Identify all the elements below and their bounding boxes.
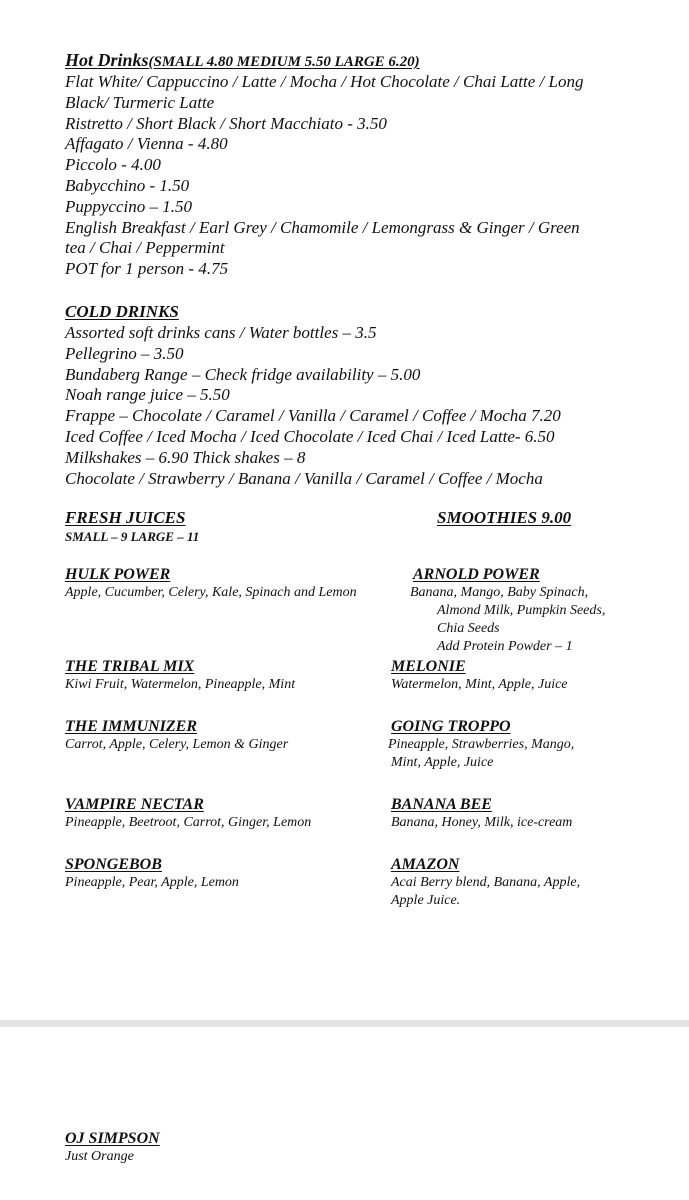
juice-item bbox=[65, 855, 239, 892]
smoothie-desc: Watermelon, Mint, Apple, Juice bbox=[391, 677, 568, 692]
smoothie-desc: Almond Milk, Pumpkin Seeds, bbox=[437, 603, 606, 618]
juice-item bbox=[65, 565, 357, 602]
juice-item bbox=[65, 657, 295, 694]
hot-drinks-heading bbox=[65, 50, 420, 73]
smoothie-name: BANANA BEE bbox=[391, 796, 492, 813]
juice-desc: Pineapple, Pear, Apple, Lemon bbox=[65, 875, 239, 890]
cold-line: Assorted soft drinks cans / Water bottles – 3.5 bbox=[65, 323, 377, 342]
cold-line: Iced Coffee / Iced Mocha / Iced Chocolate / Iced Chai / Iced Latte- 6.50 bbox=[65, 426, 555, 446]
juice-name: OJ SIMPSON bbox=[65, 1130, 160, 1147]
smoothie-desc: Add Protein Powder – 1 bbox=[437, 639, 573, 654]
hot-drinks-sizes: (SMALL 4.80 MEDIUM 5.50 LARGE 6.20) bbox=[148, 54, 420, 70]
smoothie-desc: Banana, Honey, Milk, ice-cream bbox=[391, 815, 573, 830]
smoothie-desc: Chia Seeds bbox=[437, 621, 500, 636]
cold-drinks-list bbox=[65, 323, 561, 489]
juice-desc: Apple, Cucumber, Celery, Kale, Spinach and Lemon bbox=[65, 585, 357, 600]
smoothie-desc: Banana, Mango, Baby Spinach, bbox=[410, 585, 589, 600]
smoothie-item bbox=[391, 855, 580, 910]
hot-line: Ristretto / Short Black / Short Macchiato - 3.50 bbox=[65, 113, 387, 133]
juice-name: VAMPIRE NECTAR bbox=[65, 796, 204, 813]
smoothie-desc: Pineapple, Strawberries, Mango, bbox=[388, 737, 575, 752]
juice-desc: Kiwi Fruit, Watermelon, Pineapple, Mint bbox=[65, 677, 296, 692]
smoothie-name: AMAZON bbox=[391, 856, 460, 873]
smoothie-item bbox=[391, 795, 572, 832]
cold-line: Bundaberg Range – Check fridge availability – 5.00 bbox=[65, 364, 421, 384]
cold-line: Frappe – Chocolate / Caramel / Vanilla / Caramel / Coffee / Mocha 7.20 bbox=[65, 406, 561, 426]
smoothies-title: SMOOTHIES 9.00 bbox=[437, 508, 572, 527]
hot-line: POT for 1 person - 4.75 bbox=[65, 259, 229, 279]
smoothie-item bbox=[388, 717, 575, 772]
hot-line: Piccolo - 4.00 bbox=[65, 155, 161, 175]
hot-line: tea / Chai / Peppermint bbox=[65, 238, 225, 258]
juice-item bbox=[65, 1129, 160, 1166]
juice-name: HULK POWER bbox=[65, 566, 171, 583]
hot-drinks-title: Hot Drinks bbox=[65, 50, 149, 70]
smoothie-item bbox=[391, 657, 568, 694]
fresh-juices-title: FRESH JUICES bbox=[65, 508, 186, 527]
smoothie-item bbox=[410, 565, 606, 656]
juice-name: THE TRIBAL MIX bbox=[65, 658, 195, 675]
hot-line: English Breakfast / Earl Grey / Chamomile / Lemongrass & Ginger / Green bbox=[65, 217, 580, 237]
juice-name: SPONGEBOB bbox=[65, 856, 162, 873]
juice-desc: Pineapple, Beetroot, Carrot, Ginger, Lemon bbox=[65, 815, 312, 830]
hot-line: Flat White/ Cappuccino / Latte / Mocha / Hot Chocolate / Chai Latte / Long bbox=[65, 72, 584, 91]
smoothie-name: GOING TROPPO bbox=[391, 718, 511, 735]
smoothie-desc: Acai Berry blend, Banana, Apple, bbox=[391, 875, 581, 890]
juice-desc: Carrot, Apple, Celery, Lemon & Ginger bbox=[65, 737, 289, 752]
hot-line: Black/ Turmeric Latte bbox=[65, 92, 215, 112]
cold-line: Milkshakes – 6.90 Thick shakes – 8 bbox=[65, 447, 306, 467]
page-divider bbox=[0, 1020, 689, 1027]
fresh-juices-price: SMALL – 9 LARGE – 11 bbox=[65, 529, 200, 544]
cold-line: Chocolate / Strawberry / Banana / Vanilla / Caramel / Coffee / Mocha bbox=[65, 468, 543, 488]
cold-line: Noah range juice – 5.50 bbox=[65, 385, 230, 405]
cold-line: Pellegrino – 3.50 bbox=[65, 343, 184, 363]
juice-desc: Just Orange bbox=[65, 1149, 134, 1164]
smoothie-name: ARNOLD POWER bbox=[413, 566, 540, 583]
juice-name: THE IMMUNIZER bbox=[65, 718, 198, 735]
hot-drinks-list bbox=[65, 72, 583, 280]
smoothie-desc: Mint, Apple, Juice bbox=[391, 755, 494, 770]
cold-drinks-title: COLD DRINKS bbox=[65, 302, 179, 321]
juice-item bbox=[65, 717, 288, 754]
hot-line: Affagato / Vienna - 4.80 bbox=[65, 134, 228, 154]
smoothie-desc: Apple Juice. bbox=[391, 893, 461, 908]
hot-line: Babycchino - 1.50 bbox=[65, 175, 190, 195]
juice-item bbox=[65, 795, 311, 832]
hot-line: Puppyccino – 1.50 bbox=[65, 196, 192, 216]
smoothie-name: MELONIE bbox=[391, 658, 466, 675]
